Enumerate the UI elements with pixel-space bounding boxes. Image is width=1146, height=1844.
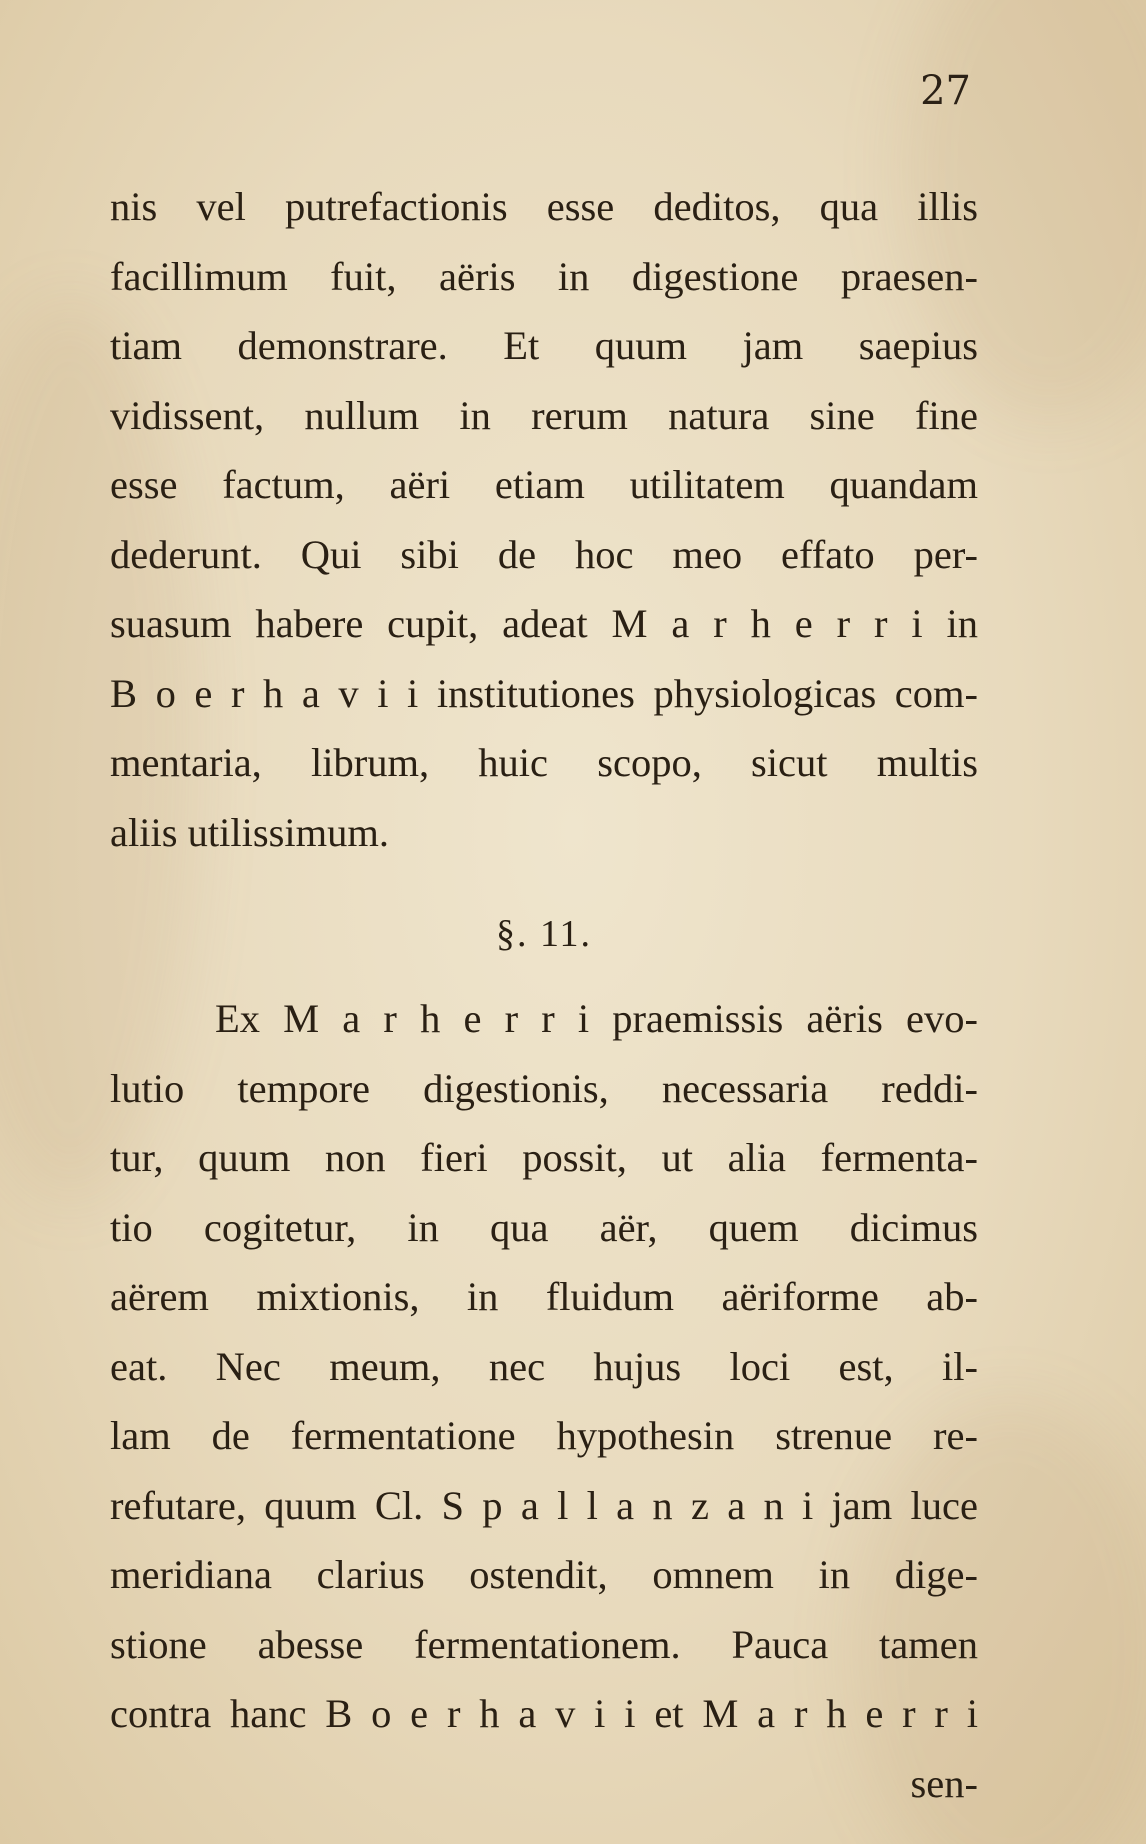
text-line: stione abesse fermentationem. Pauca tamen <box>110 1621 978 1667</box>
page-number: 27 <box>920 68 971 114</box>
text-line: B o e r h a v i i institutiones physiologicas com- <box>110 670 978 716</box>
text-line: esse factum, aëri etiam utilitatem quandam <box>110 462 978 507</box>
text-line: eat. Nec meum, nec hujus loci est, il- <box>110 1343 978 1389</box>
text-line: nis vel putrefactionis esse deditos, qua illis <box>110 184 978 229</box>
text-line: tur, quum non fieri possit, ut alia fermenta- <box>110 1135 978 1180</box>
paragraph-1 <box>110 172 978 867</box>
text-line: meridiana clarius ostendit, omnem in dige- <box>110 1552 978 1597</box>
text-line: contra hanc B o e r h a v i i et M a r h e r r i <box>110 1691 978 1736</box>
text-line: refutare, quum Cl. S p a l l a n z a n i jam luce <box>110 1482 978 1528</box>
body-text <box>110 172 978 1818</box>
text-line: aliis utilissimum. <box>110 809 390 855</box>
catchword: sen- <box>910 1760 978 1806</box>
text-line: vidissent, nullum in rerum natura sine fine <box>110 392 978 438</box>
text-line: suasum habere cupit, adeat M a r h e r r i in <box>110 601 978 646</box>
text-line: Ex M a r h e r r i praemissis aëris evo- <box>215 996 978 1041</box>
text-line: lam de fermentatione hypothesin strenue re- <box>110 1413 978 1458</box>
section-heading: §. 11. <box>495 913 593 955</box>
text-line: dederunt. Qui sibi de hoc meo effato per- <box>110 531 978 577</box>
text-line: tiam demonstrare. Et quum jam saepius <box>110 323 978 368</box>
paragraph-2 <box>110 984 978 1749</box>
text-line: mentaria, librum, huic scopo, sicut multis <box>110 740 978 785</box>
text-line: lutio tempore digestionis, necessaria reddi- <box>110 1065 978 1111</box>
text-line: facillimum fuit, aëris in digestione praesen- <box>110 253 978 299</box>
text-line: aërem mixtionis, in fluidum aëriforme ab- <box>110 1274 978 1319</box>
text-line: tio cogitetur, in qua aër, quem dicimus <box>110 1204 978 1250</box>
